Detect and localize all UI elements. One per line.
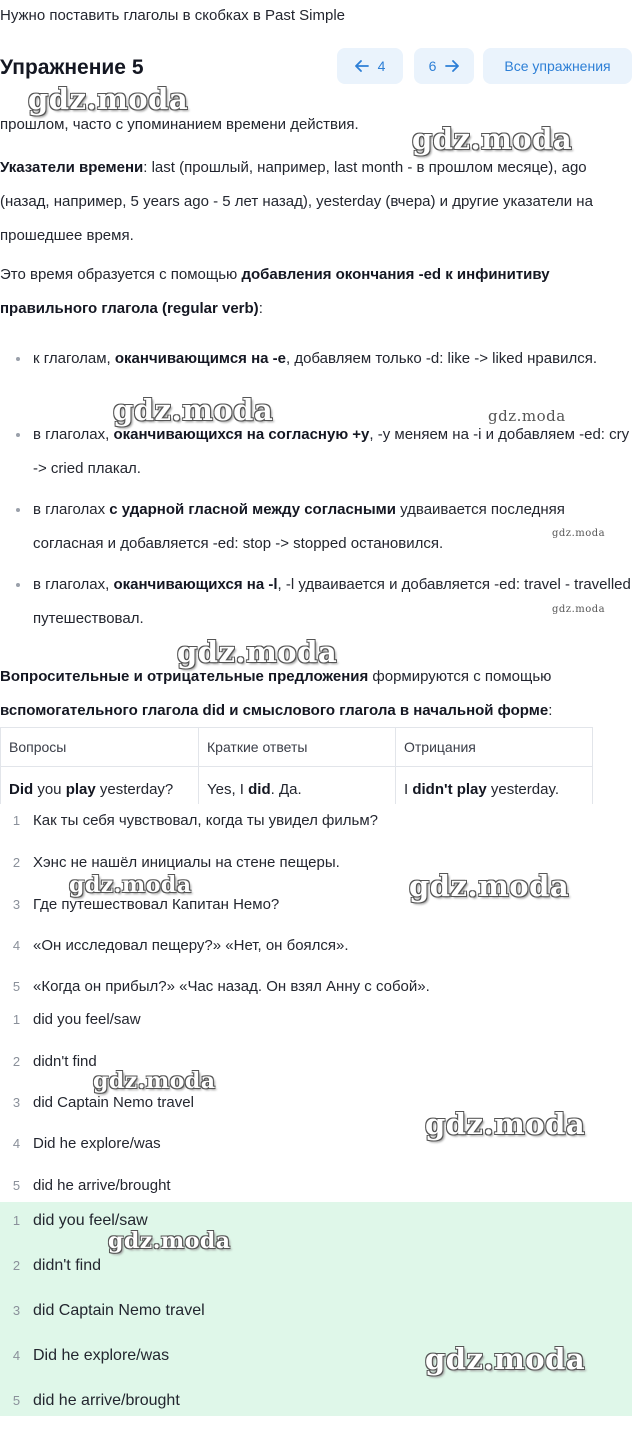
item-number: 1 — [12, 813, 21, 828]
table-cell-answer — [199, 767, 396, 805]
item-number: 4 — [12, 938, 21, 953]
rule-text: удваивается последняя согласная и добавляется -ed: stop -> stopped остановился. — [33, 501, 565, 552]
item-number: 3 — [12, 897, 21, 912]
rule-bullet — [0, 493, 632, 561]
watermark: gdz.moda — [412, 122, 573, 156]
list-item — [0, 1206, 148, 1236]
questions-paragraph — [0, 660, 632, 728]
formation-colon: : — [258, 300, 263, 317]
list-item — [0, 1341, 169, 1371]
item-text: did Captain Nemo travel — [33, 1302, 205, 1319]
cell-text: yesterday. — [486, 780, 560, 798]
item-number: 3 — [12, 1095, 21, 1110]
cell-text: yesterday? — [95, 780, 174, 798]
list-item — [0, 1251, 101, 1281]
list-item — [0, 1129, 161, 1159]
list-item — [0, 1088, 194, 1118]
item-text: Хэнс не нашёл инициалы на стене пещеры. — [33, 854, 340, 871]
list-item — [0, 1171, 171, 1201]
item-text: Где путешествовал Капитан Немо? — [33, 896, 280, 913]
item-number: 3 — [12, 1303, 21, 1318]
item-number: 4 — [12, 1348, 21, 1363]
cell-bold: did — [248, 780, 271, 798]
table-row — [1, 767, 593, 805]
rule-bold: оканчивающихся на -l — [113, 576, 278, 593]
cell-text: . Да. — [270, 780, 302, 798]
questions-rule: вспомогательного глагола did и смыслового глагола в начальной форме — [0, 702, 549, 719]
rule-text: к глаголам, — [33, 350, 115, 367]
questions-colon: : — [548, 702, 553, 719]
watermark: gdz.moda — [409, 869, 570, 903]
list-item — [0, 1005, 141, 1035]
rule-bullet — [0, 418, 632, 486]
bullet-dot — [16, 583, 20, 587]
prev-exercise-button[interactable] — [337, 48, 403, 84]
rule-text: , -y меняем на -i и добавляем -ed: cry -> cried плакал. — [33, 426, 630, 477]
next-exercise-label: 6 — [428, 58, 437, 74]
task-description: Нужно поставить глаголы в скобках в Past Simple — [0, 7, 345, 24]
watermark: gdz.moda — [108, 1228, 231, 1254]
rule-bold: оканчивающимся на -e — [114, 350, 286, 367]
rule-bullet — [0, 568, 632, 636]
watermark: gdz.moda — [552, 604, 606, 615]
table-header-row — [1, 728, 593, 767]
item-number: 2 — [12, 1054, 21, 1069]
rule-text: в глаголах — [33, 501, 110, 518]
rule-bold: с ударной гласной между согласными — [109, 501, 396, 518]
prev-exercise-label: 4 — [377, 58, 386, 74]
list-item — [0, 1296, 205, 1326]
item-text: Did he explore/was — [33, 1135, 161, 1152]
rule-text: в глаголах, — [33, 576, 114, 593]
rule-text: , добавляем только -d: like -> liked нравился. — [286, 350, 598, 367]
item-text: didn't find — [33, 1053, 97, 1070]
time-markers-paragraph — [0, 151, 632, 253]
item-text: did you feel/saw — [33, 1212, 148, 1229]
time-markers-heading: Указатели времени — [0, 159, 144, 176]
watermark: gdz.moda — [93, 1068, 216, 1094]
item-number: 2 — [12, 855, 21, 870]
list-item — [0, 806, 378, 836]
cell-bold: play — [65, 780, 96, 798]
cell-text: I — [404, 780, 413, 798]
table-header-cell: Краткие ответы — [199, 728, 396, 767]
bullet-dot — [16, 357, 20, 361]
exercise-header — [0, 48, 632, 88]
rule-text: в глаголах, — [33, 426, 114, 443]
arrow-right-icon — [445, 60, 459, 72]
cell-bold: didn't play — [412, 780, 487, 798]
item-text: Как ты себя чувствовал, когда ты увидел фильм? — [33, 812, 378, 829]
time-markers-text: : last (прошлый, например, last month - в прошлом месяце), ago (назад, например, 5 years ago - 5 лет назад), yesterday (вчера) и другие указатели на прошедшее время. — [0, 159, 593, 244]
questions-heading: Вопросительные и отрицательные предложения — [0, 668, 369, 685]
list-item — [0, 1047, 97, 1077]
formation-text: Это время образуется с помощью — [0, 266, 242, 283]
formation-rule: добавления окончания -ed к инфинитиву правильного глагола (regular verb) — [0, 266, 550, 317]
item-number: 5 — [12, 1393, 21, 1408]
watermark: gdz.moda — [69, 872, 192, 898]
item-number: 2 — [12, 1258, 21, 1273]
list-item — [0, 1386, 180, 1416]
item-number: 5 — [12, 1178, 21, 1193]
arrow-left-icon — [355, 60, 369, 72]
item-number: 1 — [12, 1213, 21, 1228]
theory-paragraph: прошлом, часто с упоминанием времени действия. — [0, 116, 359, 133]
highlighted-answer-box — [0, 1202, 632, 1416]
item-number: 4 — [12, 1136, 21, 1151]
table-header-cell: Вопросы — [1, 728, 199, 767]
cell-text: Yes, I — [207, 780, 249, 798]
cell-text: you — [33, 780, 66, 798]
theory-section — [0, 88, 632, 804]
table-cell-negation — [396, 767, 593, 805]
item-text: «Когда он прибыл?» «Час назад. Он взял Анну с собой». — [33, 978, 430, 995]
watermark: gdz.moda — [425, 1107, 586, 1141]
watermark: gdz.moda — [552, 528, 606, 539]
item-text: did he arrive/brought — [33, 1177, 171, 1194]
item-text: did Captain Nemo travel — [33, 1094, 194, 1111]
watermark: gdz.moda — [425, 1342, 586, 1376]
table-cell-question — [1, 767, 199, 805]
item-number: 5 — [12, 979, 21, 994]
rule-bullet — [0, 342, 632, 376]
page-title: Упражнение 5 — [0, 56, 144, 79]
rule-text: , -l удваивается и добавляется -ed: travel - travelled путешествовал. — [33, 576, 631, 627]
item-text: did you feel/saw — [33, 1011, 141, 1028]
list-item — [0, 931, 349, 961]
item-text: «Он исследовал пещеру?» «Нет, он боялся». — [33, 937, 349, 954]
watermark: gdz.moda — [28, 82, 189, 116]
bullet-dot — [16, 508, 20, 512]
questions-text: формируются с помощью — [368, 668, 552, 685]
all-exercises-button[interactable]: Все упражнения — [483, 48, 632, 84]
rule-bold: оканчивающихся на согласную +y — [113, 426, 370, 443]
next-exercise-button[interactable] — [414, 48, 474, 84]
item-text: did he arrive/brought — [33, 1392, 180, 1409]
item-text: didn't find — [33, 1257, 101, 1274]
list-item — [0, 890, 279, 920]
formation-paragraph — [0, 258, 632, 326]
list-item — [0, 972, 430, 1002]
table-header-cell: Отрицания — [396, 728, 593, 767]
watermark: gdz.moda — [488, 407, 566, 425]
cell-bold: Did — [9, 780, 34, 798]
watermark: gdz.moda — [113, 393, 274, 427]
item-text: Did he explore/was — [33, 1347, 170, 1364]
list-item — [0, 848, 340, 878]
bullet-dot — [16, 433, 20, 437]
grammar-table — [0, 727, 593, 804]
watermark: gdz.moda — [177, 635, 338, 669]
item-number: 1 — [12, 1012, 21, 1027]
